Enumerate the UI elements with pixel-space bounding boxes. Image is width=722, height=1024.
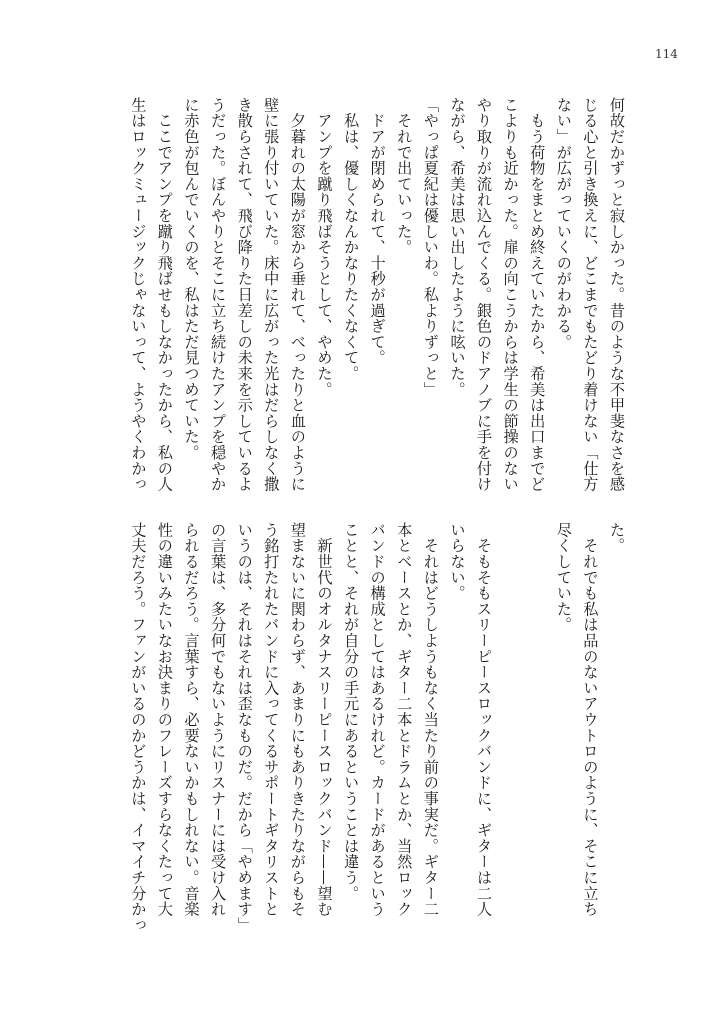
text-line: やり取りが流れ込んでくる。銀色のドアノブに手を付け [475,97,494,492]
text-line: 尽くしていた。 [554,522,573,633]
text-line: られるだろう。言葉すら、必要ないかもしれない。音楽 [182,522,201,917]
text-line: 望まないに関わらず、あまりにもありきたりながらもそ [288,522,307,917]
text-line: もう荷物をまとめ終えていたから、希美は出口までど [528,97,547,492]
text-line: うだった。ぼんやりとそこに立ち続けたアンプを穏やか [209,97,228,492]
text-line: こよりも近かった。扉の向こうからは学生の節操のない [501,97,520,492]
text-line: それはどうしようもなく当たり前の事実だ。ギター二 [421,522,440,917]
text-line: 本とベースとか、ギター二本とドラムとか、当然ロック [395,522,414,917]
text-line: た。 [608,522,626,554]
text-line: じる心と引き換えに、どこまでもたどり着けない「仕方 [581,97,600,492]
text-line: 何故だかずっと寂しかった。昔のような不甲斐なさを感 [608,97,626,492]
text-line: ここでアンプを蹴り飛ばせもしなかったから、私の人 [155,97,174,492]
text-block-upper [125,97,630,492]
text-line: アンプを蹴り飛ばそうとして、やめた。 [315,97,334,398]
text-line: いらない。 [448,522,467,601]
text-line [524,522,551,917]
page-number: 114 [655,47,678,61]
text-line [497,522,524,917]
text-line: 壁に張り付いていた。床中に広がった光はだらしなく撒 [262,97,281,492]
text-line: に赤色が包んでいくのを、私はただ見つめていた。 [182,97,201,461]
text-line: いうのは、それはそれは歪なものだ。だから「やめます」 [235,522,254,933]
text-line: 丈夫だろう。ファンがいるのかどうかは、イマイチ分かっ [129,522,148,933]
text-line: の言葉は、多分何でもないようにリスナーには受け入れ [209,522,228,917]
text-line: ことと、それが自分の手元にあるということは違う。 [342,522,361,902]
text-line: 新世代のオルタナスリーピースロックバンド——望む [315,522,334,917]
text-line: それでも私は品のないアウトロのように、そこに立ち [581,522,600,917]
text-line: ドアが閉められて、十秒が過ぎて。 [368,97,387,366]
text-line: き散らされて、飛び降りた日差しの未来を示しているよ [235,97,254,492]
text-line: 生はロックミュージックじゃないって、ようやくわかっ [129,97,148,492]
text-line: ない」が広がっていくのがわかる。 [554,97,573,350]
text-block-lower [125,522,630,933]
text-line: それで出ていった。 [395,97,414,255]
text-line: 私は、優しくなんかなりたくなくて。 [342,97,361,382]
text-line: 「やっぱ夏紀は優しいわ。私よりずっと」 [421,97,440,398]
text-line: う銘打たれたバンドに入ってくるサポートギタリストと [262,522,281,917]
text-line: バンドの構成としてはあるけれど。カードがあるという [368,522,387,917]
text-line: ながら、希美は思い出したように呟いた。 [448,97,467,398]
text-line: 性の違いみたいなお決まりのフレーズすらなくたって大 [155,522,174,917]
text-line: そもそもスリーピースロックバンドに、ギターは二人 [475,522,494,917]
text-line: 夕暮れの太陽が窓から垂れて、べったりと血のように [288,97,307,492]
